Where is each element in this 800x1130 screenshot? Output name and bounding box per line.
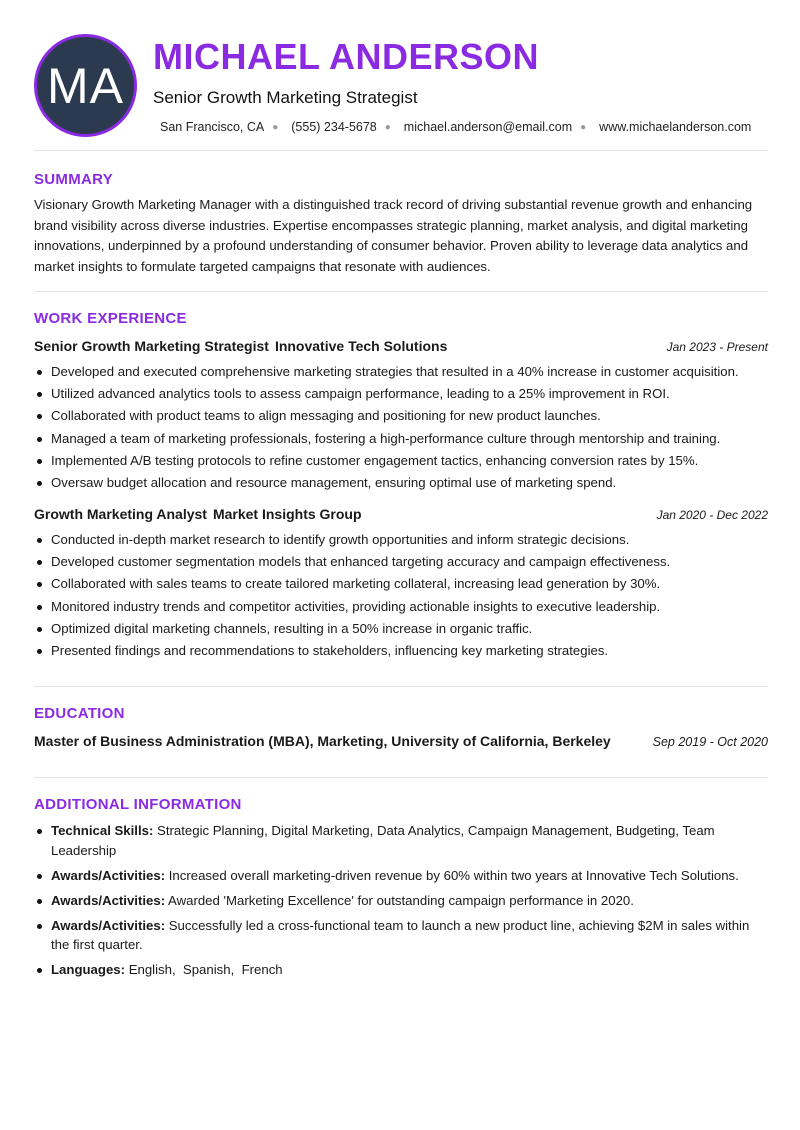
- bullet-icon: [37, 829, 42, 834]
- education-entry: [34, 733, 768, 753]
- job-title: [34, 506, 362, 522]
- bullet-icon: [37, 560, 42, 565]
- list-item: Languages: English, Spanish, French: [34, 960, 768, 980]
- list-item: Implemented A/B testing protocols to refine customer engagement tactics, enhancing conversion rates by 15%.: [34, 450, 768, 472]
- additional-info-heading: ADDITIONAL INFORMATION: [34, 796, 242, 813]
- bullet-icon: [37, 968, 42, 973]
- education-heading: EDUCATION: [34, 705, 125, 722]
- job-header: [34, 506, 768, 526]
- bullet-icon: [37, 370, 42, 375]
- job-company: Innovative Tech Solutions: [274, 338, 448, 354]
- job-date: Jan 2020 - Dec 2022: [656, 508, 768, 522]
- summary-heading: SUMMARY: [34, 171, 114, 188]
- candidate-name: MICHAEL ANDERSON: [153, 36, 540, 77]
- divider: [34, 291, 768, 292]
- contact-email[interactable]: michael.anderson@email.com: [403, 120, 573, 134]
- bullet-separator-icon: ●: [580, 121, 587, 133]
- bullet-icon: [37, 538, 42, 543]
- avatar: [34, 34, 137, 137]
- bullet-icon: [37, 605, 42, 610]
- degree-date: Sep 2019 - Oct 2020: [652, 735, 768, 749]
- list-item: Developed and executed comprehensive marketing strategies that resulted in a 40% increase in customer acquisition.: [34, 361, 768, 383]
- list-item: Utilized advanced analytics tools to assess campaign performance, leading to a 25% improvement in ROI.: [34, 383, 768, 405]
- candidate-role: Senior Growth Marketing Strategist: [153, 88, 418, 107]
- bullet-icon: [37, 874, 42, 879]
- bullet-icon: [37, 414, 42, 419]
- list-item: Awards/Activities: Awarded 'Marketing Excellence' for outstanding campaign performance in 2020.: [34, 891, 768, 911]
- bullet-separator-icon: ●: [384, 121, 391, 133]
- bullet-separator-icon: ●: [272, 121, 279, 133]
- job-header: [34, 338, 768, 358]
- list-item: Monitored industry trends and competitor activities, providing actionable insights to executive leadership.: [34, 596, 768, 618]
- bullet-icon: [37, 437, 42, 442]
- contact-location: San Francisco, CA: [160, 120, 265, 134]
- contact-phone: (555) 234-5678: [291, 120, 377, 134]
- divider: [34, 686, 768, 687]
- list-item: Conducted in-depth market research to identify growth opportunities and inform strategic decisions.: [34, 529, 768, 551]
- bullet-icon: [37, 627, 42, 632]
- list-item: Collaborated with product teams to align messaging and positioning for new product launches.: [34, 405, 768, 427]
- job-bullets: [34, 529, 768, 662]
- job-date: Jan 2023 - Present: [666, 340, 768, 354]
- job-company: Market Insights Group: [212, 506, 362, 522]
- list-item: Optimized digital marketing channels, resulting in a 50% increase in organic traffic.: [34, 618, 768, 640]
- list-item: Developed customer segmentation models that enhanced targeting accuracy and campaign effectiveness.: [34, 551, 768, 573]
- avatar-initials: MA: [47, 57, 124, 114]
- bullet-icon: [37, 899, 42, 904]
- degree-title: Master of Business Administration (MBA), Marketing, University of California, Berkeley: [34, 733, 611, 749]
- divider: [34, 150, 768, 151]
- job-position: Senior Growth Marketing Strategist: [34, 338, 269, 354]
- bullet-icon: [37, 481, 42, 486]
- contact-website[interactable]: www.michaelanderson.com: [599, 120, 752, 134]
- job-bullets: [34, 361, 768, 494]
- list-item: Awards/Activities: Successfully led a cross-functional team to launch a new product line, achieving $2M in sales within the first quarter.: [34, 916, 768, 955]
- bullet-icon: [37, 392, 42, 397]
- bullet-icon: [37, 924, 42, 929]
- job-title: [34, 338, 447, 354]
- contact-bar: [160, 120, 751, 134]
- bullet-icon: [37, 649, 42, 654]
- list-item: Collaborated with sales teams to create tailored marketing collateral, increasing lead generation by 30%.: [34, 573, 768, 595]
- list-item: Oversaw budget allocation and resource management, ensuring optimal use of marketing spend.: [34, 472, 768, 494]
- list-item: Managed a team of marketing professionals, fostering a high-performance culture through mentorship and training.: [34, 428, 768, 450]
- list-item: Technical Skills: Strategic Planning, Digital Marketing, Data Analytics, Campaign Management, Budgeting, Team Leadership: [34, 821, 768, 860]
- bullet-icon: [37, 582, 42, 587]
- bullet-icon: [37, 459, 42, 464]
- list-item: Awards/Activities: Increased overall marketing-driven revenue by 60% within two years at Innovative Tech Solutions.: [34, 866, 768, 886]
- list-item: Presented findings and recommendations to stakeholders, influencing key marketing strategies.: [34, 640, 768, 662]
- divider: [34, 777, 768, 778]
- job-position: Growth Marketing Analyst: [34, 506, 207, 522]
- work-experience-heading: WORK EXPERIENCE: [34, 310, 187, 327]
- summary-text: Visionary Growth Marketing Manager with a distinguished track record of driving substantial revenue growth and enhancing brand visibility across diverse industries. Expertise encompasses strategic planning, market analysis, and digital marketing innovations, underpinned by a profound understanding of consumer behavior. Proven ability to leverage data analytics and market insights to formulate targeted campaigns that resonate with audiences.: [34, 197, 753, 274]
- resume-header: [34, 34, 768, 138]
- additional-info-list: [34, 821, 768, 985]
